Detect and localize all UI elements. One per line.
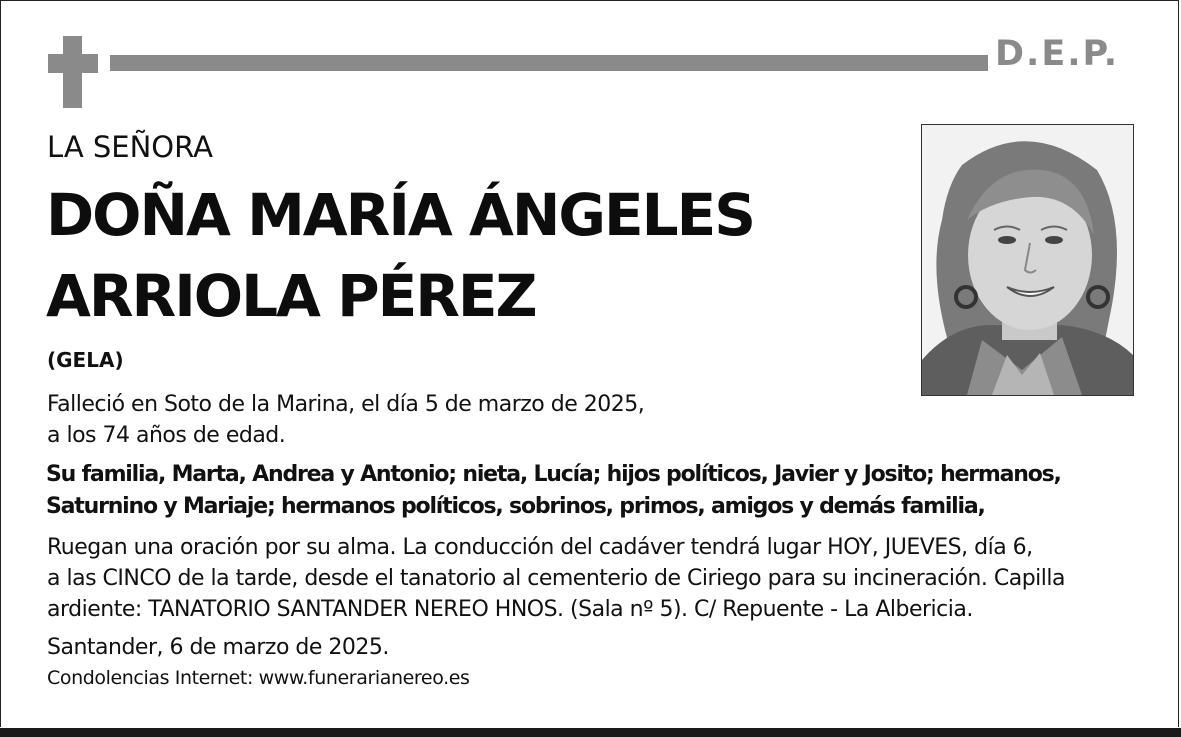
portrait-illustration	[922, 125, 1133, 395]
family-line1: Su familia, Marta, Andrea y Antonio; nieta, Lucía; hijos políticos, Javier y Josito; hermanos,	[46, 462, 1061, 487]
bottom-rule	[0, 728, 1181, 737]
condolences-link[interactable]: Condolencias Internet: www.funerarianereo.es	[47, 667, 470, 689]
family-line2: Saturnino y Mariaje; hermanos políticos, sobrinos, primos, amigos y demás familia,	[46, 494, 985, 519]
deceased-name-line2: ARRIOLA PÉREZ	[46, 262, 536, 330]
place-date: Santander, 6 de marzo de 2025.	[47, 635, 389, 660]
request-line1: Ruegan una oración por su alma. La conducción del cadáver tendrá lugar HOY, JUEVES, día 6,	[47, 535, 1033, 560]
deceased-portrait-photo	[921, 124, 1134, 396]
death-info-line1: Falleció en Soto de la Marina, el día 5 de marzo de 2025,	[47, 392, 645, 417]
request-line2: a las CINCO de la tarde, desde el tanatorio al cementerio de Ciriego para su incineración. Capilla	[47, 566, 1065, 591]
request-line3: ardiente: TANATORIO SANTANDER NEREO HNOS. (Sala nº 5). C/ Repuente - La Albericia.	[47, 597, 973, 622]
deceased-name-line1: DOÑA MARÍA ÁNGELES	[46, 181, 755, 249]
deceased-nickname: (GELA)	[47, 348, 124, 372]
cross-icon-bar	[48, 54, 98, 73]
header-rule	[110, 55, 988, 71]
death-info-line2: a los 74 años de edad.	[47, 423, 286, 448]
notice-title: LA SEÑORA	[47, 130, 213, 164]
dep-label: D.E.P.	[995, 34, 1120, 74]
